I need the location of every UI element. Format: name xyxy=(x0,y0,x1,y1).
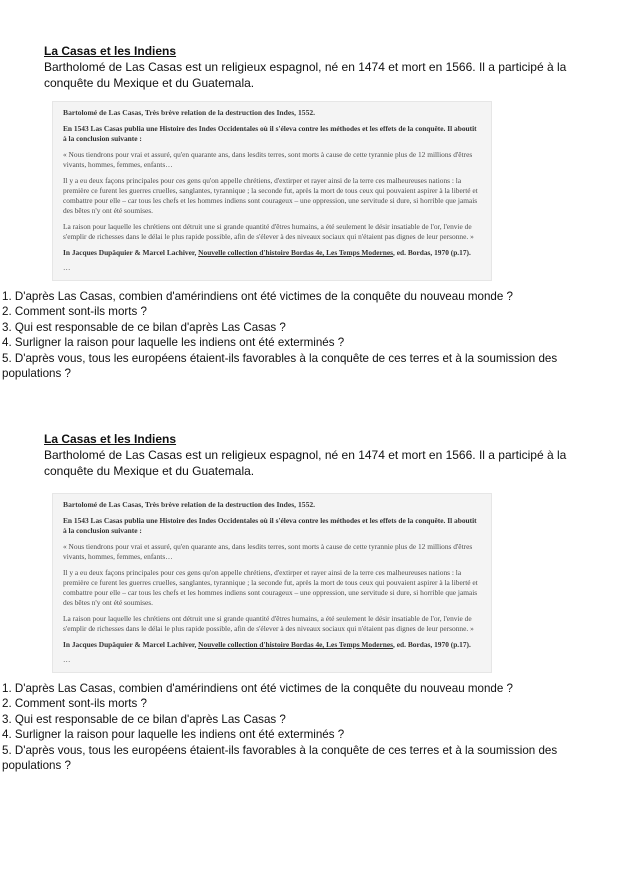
source-excerpt xyxy=(52,493,492,673)
question-item: 5. D'après vous, tous les européens étaient-ils favorables à la conquête de ces terres et à la soumission des populations ? xyxy=(2,351,558,381)
excerpt-ellipsis: … xyxy=(63,655,71,664)
reference-suffix: , ed. Bordas, 1970 (p.17). xyxy=(393,248,471,257)
reference-prefix: In Jacques Dupâquier & Marcel Lachiver, xyxy=(63,248,199,257)
excerpt-paragraph-1: « Nous tiendrons pour vrai et assuré, qu'en quarante ans, dans lesdits terres, sont morts à cause de cette tyrannie plus de 12 millions d'êtres vivants, hommes, femmes, enfants… xyxy=(63,542,473,561)
worksheet-section-2 xyxy=(2,432,584,773)
question-list xyxy=(2,681,584,773)
question-item: 1. D'après Las Casas, combien d'amérindiens ont été victimes de la conquête du nouveau monde ? xyxy=(2,290,513,303)
source-excerpt xyxy=(52,101,492,281)
excerpt-paragraph-3: La raison pour laquelle les chrétiens ont détruit une si grande quantité d'êtres humains, a été seulement le désir insatiable de l'or, l'envie de s'emplir de richesses dans le délai le plus rapide possible, afin de s'élever à des niveaux sociaux qui n'étaient pas dignes de leur personne. » xyxy=(63,222,474,241)
question-item: 5. D'après vous, tous les européens étaient-ils favorables à la conquête de ces terres et à la soumission des populations ? xyxy=(2,743,558,773)
question-item: 3. Qui est responsable de ce bilan d'après Las Casas ? xyxy=(2,712,286,726)
section-title: La Casas et les Indiens xyxy=(44,432,177,446)
question-item: 2. Comment sont-ils morts ? xyxy=(2,305,147,319)
excerpt-paragraph-2: Il y a eu deux façons principales pour ces gens qu'on appelle chrétiens, d'extirper et rayer ainsi de la terre ces malheureuses nations : la première ce furent les guerres cruelles, sanglantes, tyrannique ; la seconde fut, après la mort de tous ceux qui pouvaient aspirer à la liberté et combattre pour elle – car tous les chefs et les hommes indiens sont courageux – une oppression, une servitude si dure, si horrible que jamais des bêtes n'y ont été soumises. xyxy=(63,568,478,607)
reference-suffix: , ed. Bordas, 1970 (p.17). xyxy=(393,640,471,649)
excerpt-lead: En 1543 Las Casas publia une Histoire des Indes Occidentales où il s'éleva contre les méthodes et les effets de la conquête. Il aboutit à la conclusion suivante : xyxy=(63,124,477,143)
question-list xyxy=(2,289,584,381)
excerpt-reference xyxy=(63,640,481,650)
question-item: 4. Surligner la raison pour laquelle les indiens ont été exterminés ? xyxy=(2,728,345,742)
excerpt-lead: En 1543 Las Casas publia une Histoire des Indes Occidentales où il s'éleva contre les méthodes et les effets de la conquête. Il aboutit à la conclusion suivante : xyxy=(63,516,477,535)
worksheet-section-1 xyxy=(2,44,584,381)
excerpt-ellipsis: … xyxy=(63,263,71,272)
section-intro: Bartholomé de Las Casas est un religieux espagnol, né en 1474 et mort en 1566. Il a participé à la conquête du Mexique et du Guatemala. xyxy=(44,448,567,478)
reference-book-title: Nouvelle collection d'histoire Bordas 4e, Les Temps Modernes xyxy=(198,640,394,649)
excerpt-paragraph-1: « Nous tiendrons pour vrai et assuré, qu'en quarante ans, dans lesdits terres, sont morts à cause de cette tyrannie plus de 12 millions d'êtres vivants, hommes, femmes, enfants… xyxy=(63,150,473,169)
excerpt-heading: Bartolomé de Las Casas, Très brève relation de la destruction des Indes, 1552. xyxy=(63,500,316,509)
question-item: 2. Comment sont-ils morts ? xyxy=(2,697,147,711)
reference-book-title: Nouvelle collection d'histoire Bordas 4e, Les Temps Modernes xyxy=(198,248,394,257)
question-item: 1. D'après Las Casas, combien d'amérindiens ont été victimes de la conquête du nouveau monde ? xyxy=(2,682,513,695)
question-item: 4. Surligner la raison pour laquelle les indiens ont été exterminés ? xyxy=(2,336,345,350)
section-title: La Casas et les Indiens xyxy=(44,44,177,58)
excerpt-reference xyxy=(63,248,481,258)
section-intro: Bartholomé de Las Casas est un religieux espagnol, né en 1474 et mort en 1566. Il a participé à la conquête du Mexique et du Guatemala. xyxy=(44,60,567,90)
reference-prefix: In Jacques Dupâquier & Marcel Lachiver, xyxy=(63,640,199,649)
excerpt-paragraph-3: La raison pour laquelle les chrétiens ont détruit une si grande quantité d'êtres humains, a été seulement le désir insatiable de l'or, l'envie de s'emplir de richesses dans le délai le plus rapide possible, afin de s'élever à des niveaux sociaux qui n'étaient pas dignes de leur personne. » xyxy=(63,614,474,633)
question-item: 3. Qui est responsable de ce bilan d'après Las Casas ? xyxy=(2,320,286,334)
excerpt-paragraph-2: Il y a eu deux façons principales pour ces gens qu'on appelle chrétiens, d'extirper et rayer ainsi de la terre ces malheureuses nations : la première ce furent les guerres cruelles, sanglantes, tyrannique ; la seconde fut, après la mort de tous ceux qui pouvaient aspirer à la liberté et combattre pour elle – car tous les chefs et les hommes indiens sont courageux – une oppression, une servitude si dure, si horrible que jamais des bêtes n'y ont été soumises. xyxy=(63,176,478,215)
excerpt-heading: Bartolomé de Las Casas, Très brève relation de la destruction des Indes, 1552. xyxy=(63,108,316,117)
